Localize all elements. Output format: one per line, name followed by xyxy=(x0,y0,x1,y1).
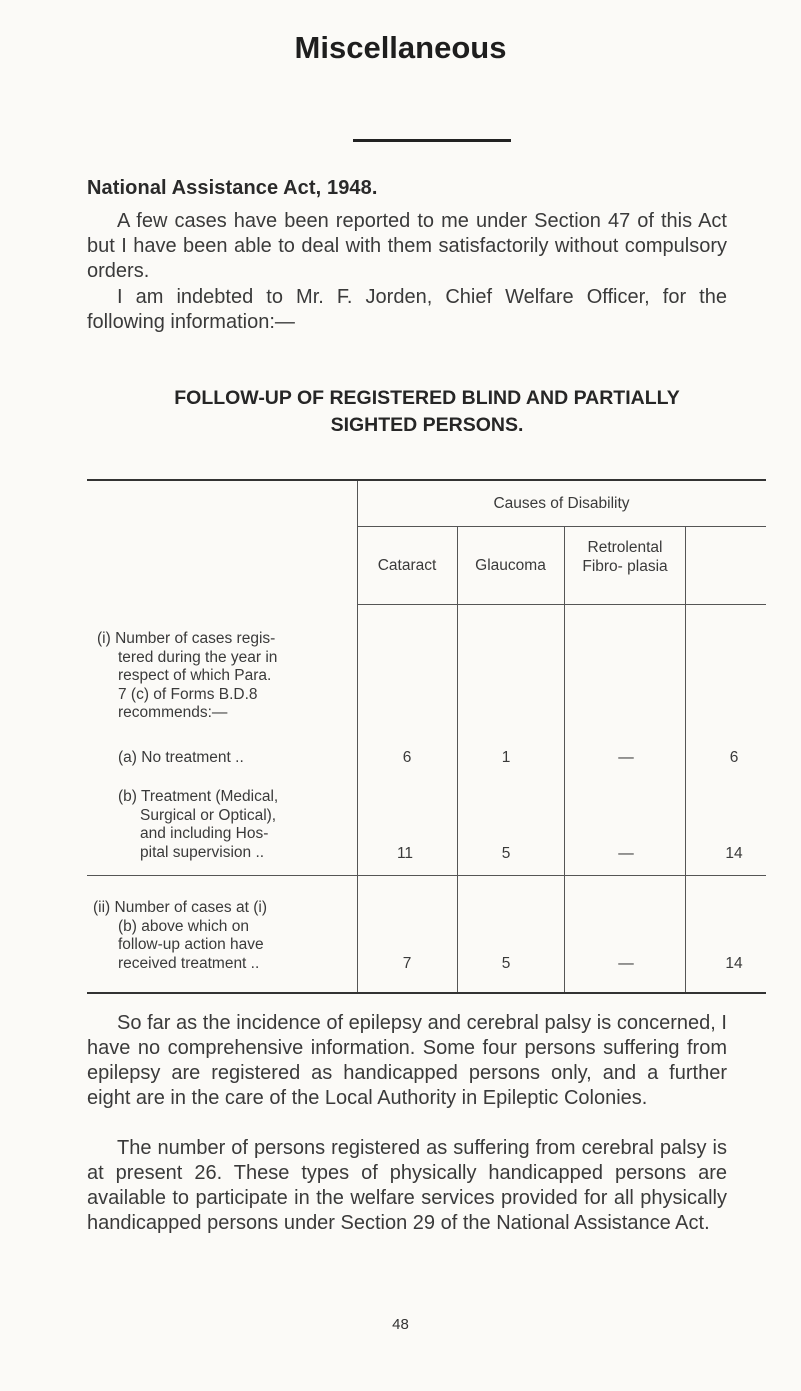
row-label-no-treatment: (a) No treatment .. xyxy=(118,749,244,766)
page-title: Miscellaneous xyxy=(294,30,507,65)
page-number: 48 xyxy=(392,1316,409,1333)
cell-b-glaucoma: 5 xyxy=(501,845,511,862)
col-header-retrolental: Retrolental Fibro- plasia xyxy=(582,539,668,575)
col-divider-3 xyxy=(685,527,686,604)
table-heading-line-1: FOLLOW-UP OF REGISTERED BLIND AND PARTIALLY xyxy=(174,387,680,409)
paragraph-1: A few cases have been reported to me under Section 47 of this Act but I have been able to deal with them satisfactorily without compulsory orders. xyxy=(87,210,727,282)
paragraph-2: I am indebted to Mr. F. Jorden, Chief Welfare Officer, for the following information:— xyxy=(87,286,727,333)
row-label-treatment: (b) Treatment (Medical, Surgical or Optical), and including Hos- pital supervision .. xyxy=(118,788,279,861)
cell-a-cataract: 6 xyxy=(402,749,412,766)
col-header-cataract: Cataract xyxy=(377,557,437,574)
cell-b-total: 14 xyxy=(725,845,743,862)
table-top-rule xyxy=(87,479,766,481)
col-header-glaucoma: Glaucoma xyxy=(475,557,546,574)
cell-a-retrolental: — xyxy=(618,749,634,766)
col-divider-2 xyxy=(564,527,565,604)
cell-b-retrolental: — xyxy=(618,845,634,862)
closing-paragraph-2: The number of persons registered as suffering from cerebral palsy is at present 26. These types of physically handicapped persons are available to participate in the welfare services provided for all physically handicapped persons under Section 29 of the National Assistance Act. xyxy=(87,1137,727,1234)
header-bottom-rule xyxy=(357,604,766,605)
closing-paragraph-1: So far as the incidence of epilepsy and cerebral palsy is concerned, I have no comprehensive information. Some four persons suffering from epilepsy are registered as handicapped persons only, and a further eight are in the care of the Local Authority in Epileptic Colonies. xyxy=(87,1012,727,1109)
row-label-followup: (ii) Number of cases at (i) (b) above which on follow-up action have received treatment .. xyxy=(93,899,267,972)
cell-a-glaucoma: 1 xyxy=(501,749,511,766)
group-header: Causes of Disability xyxy=(493,495,630,512)
cell-ii-cataract: 7 xyxy=(402,955,412,972)
cell-ii-retrolental: — xyxy=(618,955,634,972)
section-1-intro: (i) Number of cases regis- tered during the year in respect of which Para. 7 (c) of Forms B.D.8 recommends:— xyxy=(97,630,278,721)
col-divider-1b xyxy=(457,605,458,992)
cell-ii-total: 14 xyxy=(725,955,743,972)
header-divider-rule xyxy=(357,526,766,527)
col-divider-2b xyxy=(564,605,565,992)
table-heading-line-2: SIGHTED PERSONS. xyxy=(330,414,524,436)
section-divider-rule xyxy=(87,875,766,876)
cell-b-cataract: 11 xyxy=(396,845,414,862)
section-heading: National Assistance Act, 1948. xyxy=(87,177,378,199)
cell-a-total: 6 xyxy=(729,749,739,766)
table-bottom-rule xyxy=(87,992,766,994)
title-rule xyxy=(353,139,511,142)
col-divider-3b xyxy=(685,605,686,992)
table-heading xyxy=(87,385,767,439)
cell-ii-glaucoma: 5 xyxy=(501,955,511,972)
